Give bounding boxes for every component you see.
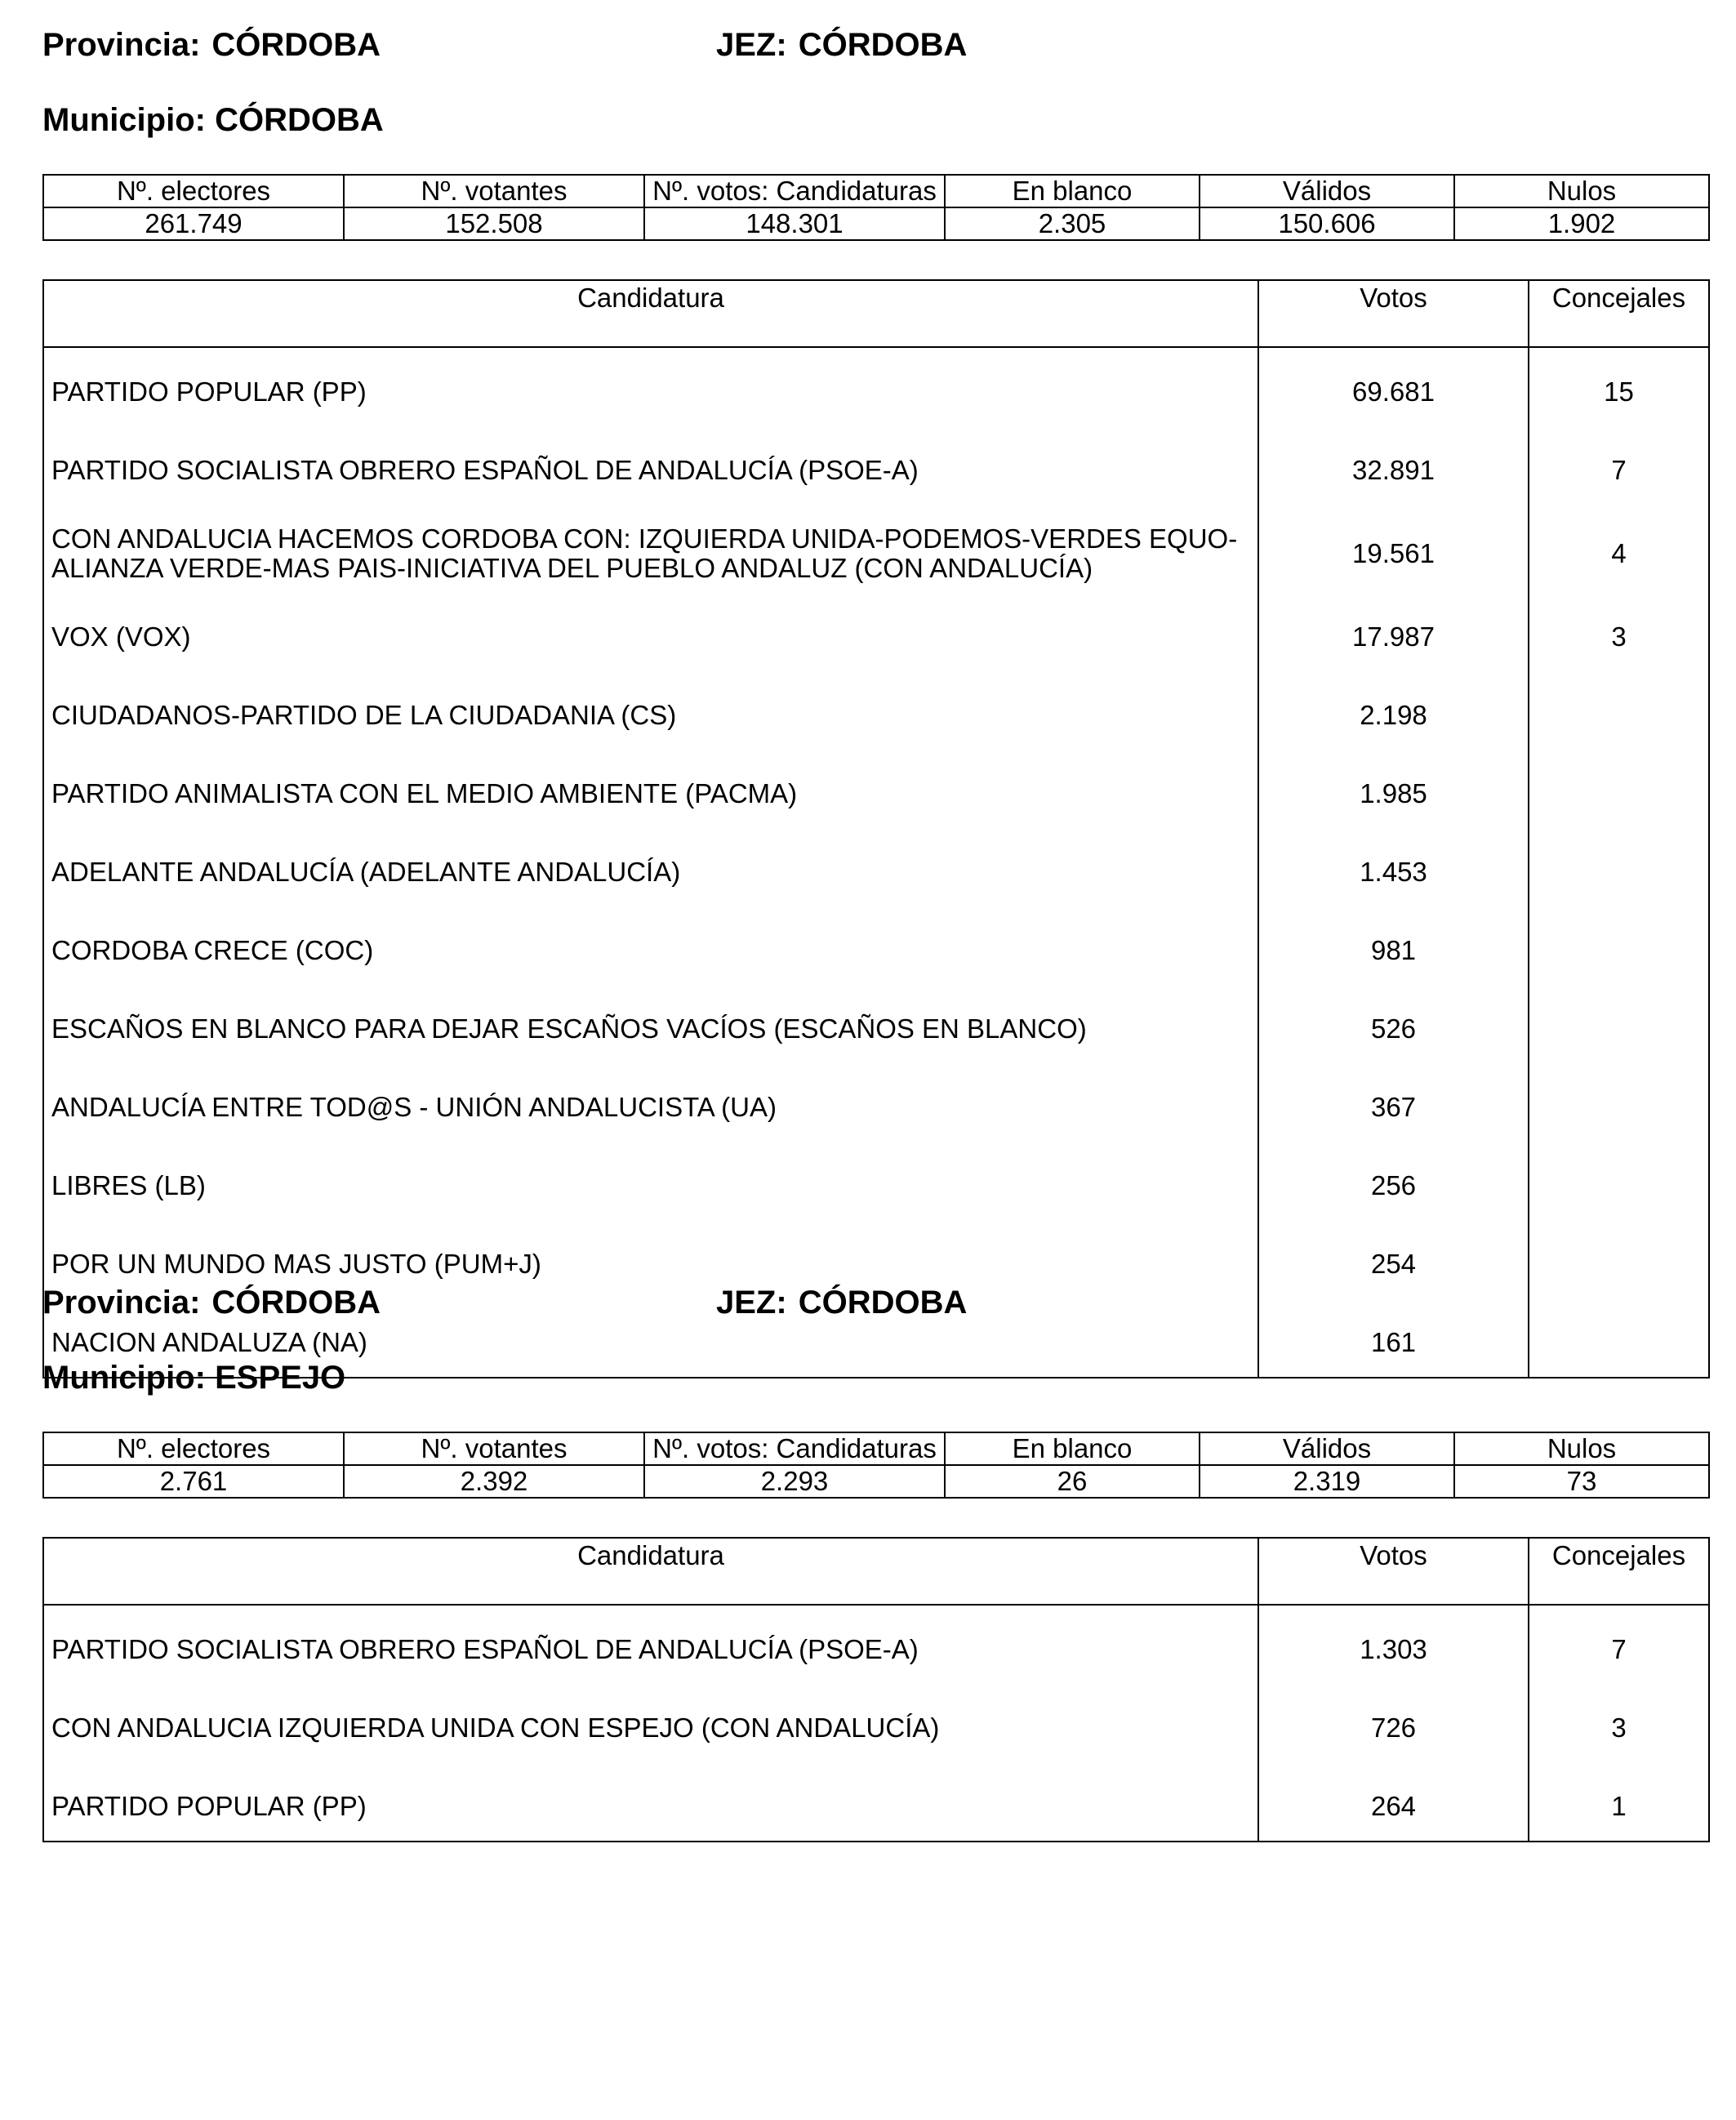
party-name: PARTIDO SOCIALISTA OBRERO ESPAÑOL DE ANDALUCÍA (PSOE-A) [43, 426, 1258, 505]
party-name: CORDOBA CRECE (COC) [43, 906, 1258, 985]
party-seats: 1 [1529, 1762, 1709, 1842]
summary-header-row [43, 175, 1709, 207]
table-row [43, 906, 1709, 985]
results-header-row [43, 280, 1709, 347]
party-votes: 1.985 [1258, 750, 1529, 828]
summary-value-cell: 2.761 [43, 1465, 344, 1498]
party-name: PARTIDO POPULAR (PP) [43, 347, 1258, 426]
provincia-header [42, 27, 381, 64]
results-table [42, 279, 1710, 1378]
summary-header-cell: Nulos [1454, 175, 1709, 207]
municipio-label: Municipio: [42, 102, 206, 138]
votos-header: Votos [1258, 280, 1529, 347]
party-name: ADELANTE ANDALUCÍA (ADELANTE ANDALUCÍA) [43, 828, 1258, 906]
party-votes: 161 [1258, 1298, 1529, 1378]
party-votes: 367 [1258, 1063, 1529, 1142]
table-row [43, 750, 1709, 828]
summary-header-cell: Nº. votos: Candidaturas [644, 1432, 945, 1465]
party-name: VOX (VOX) [43, 593, 1258, 671]
jez-header [716, 1285, 967, 1321]
jez-label: JEZ: [716, 1285, 787, 1321]
party-name: NACION ANDALUZA (NA) [43, 1298, 1258, 1378]
table-row [43, 1063, 1709, 1142]
party-seats [1529, 985, 1709, 1063]
votos-header: Votos [1258, 1538, 1529, 1605]
party-seats: 7 [1529, 426, 1709, 505]
party-votes: 32.891 [1258, 426, 1529, 505]
municipio-header [42, 1360, 345, 1396]
party-votes: 264 [1258, 1762, 1529, 1842]
party-name: PARTIDO SOCIALISTA OBRERO ESPAÑOL DE ANDALUCÍA (PSOE-A) [43, 1605, 1258, 1684]
party-name-line2: ALIANZA VERDE-MAS PAIS-INICIATIVA DEL PUEBLO ANDALUZ (CON ANDALUCÍA) [51, 553, 1093, 583]
party-name: ESCAÑOS EN BLANCO PARA DEJAR ESCAÑOS VACÍOS (ESCAÑOS EN BLANCO) [43, 985, 1258, 1063]
summary-value-cell: 26 [945, 1465, 1200, 1498]
party-name: LIBRES (LB) [43, 1142, 1258, 1220]
party-seats: 4 [1529, 505, 1709, 593]
party-name: POR UN MUNDO MAS JUSTO (PUM+J) [43, 1220, 1258, 1298]
party-votes: 2.198 [1258, 671, 1529, 750]
party-seats: 15 [1529, 347, 1709, 426]
concejales-header: Concejales [1529, 1538, 1709, 1605]
municipio-value: CÓRDOBA [215, 102, 384, 138]
summary-table [42, 174, 1710, 241]
summary-value-cell: 2.319 [1200, 1465, 1454, 1498]
summary-value-cell: 73 [1454, 1465, 1709, 1498]
summary-value-cell: 2.392 [344, 1465, 644, 1498]
party-votes: 254 [1258, 1220, 1529, 1298]
provincia-header [42, 1285, 381, 1321]
table-row [43, 1762, 1709, 1842]
municipio-label: Municipio: [42, 1360, 206, 1396]
summary-table [42, 1432, 1710, 1499]
table-row [43, 671, 1709, 750]
jez-value: CÓRDOBA [798, 1285, 968, 1321]
summary-value-cell: 152.508 [344, 207, 644, 240]
municipio-value: ESPEJO [215, 1360, 346, 1396]
party-seats [1529, 671, 1709, 750]
party-seats [1529, 750, 1709, 828]
provincia-label: Provincia: [42, 1285, 201, 1321]
summary-value-cell: 148.301 [644, 207, 945, 240]
party-name: ANDALUCÍA ENTRE TOD@S - UNIÓN ANDALUCISTA (UA) [43, 1063, 1258, 1142]
summary-value-cell: 261.749 [43, 207, 344, 240]
provincia-value: CÓRDOBA [211, 27, 381, 63]
party-votes: 726 [1258, 1684, 1529, 1762]
party-seats: 3 [1529, 1684, 1709, 1762]
summary-header-cell: Nº. votantes [344, 175, 644, 207]
summary-value-cell: 2.305 [945, 207, 1200, 240]
party-seats [1529, 1220, 1709, 1298]
party-name: PARTIDO POPULAR (PP) [43, 1762, 1258, 1842]
party-votes: 19.561 [1258, 505, 1529, 593]
table-row [43, 593, 1709, 671]
jez-header [716, 27, 967, 64]
table-row [43, 828, 1709, 906]
municipio-header [42, 102, 384, 139]
table-row [43, 1605, 1709, 1684]
party-name-line1: CON ANDALUCIA HACEMOS CORDOBA CON: IZQUIERDA UNIDA-PODEMOS-VERDES EQUO- [51, 523, 1238, 554]
table-row [43, 1684, 1709, 1762]
summary-header-cell: Nº. votos: Candidaturas [644, 175, 945, 207]
party-seats [1529, 1142, 1709, 1220]
summary-header-cell: Válidos [1200, 175, 1454, 207]
summary-value-cell: 1.902 [1454, 207, 1709, 240]
party-votes: 17.987 [1258, 593, 1529, 671]
party-votes: 256 [1258, 1142, 1529, 1220]
party-seats [1529, 1063, 1709, 1142]
party-seats: 3 [1529, 593, 1709, 671]
party-seats [1529, 906, 1709, 985]
results-header-row [43, 1538, 1709, 1605]
provincia-value: CÓRDOBA [211, 1285, 381, 1321]
summary-header-cell: Válidos [1200, 1432, 1454, 1465]
table-row [43, 426, 1709, 505]
summary-header-cell: En blanco [945, 175, 1200, 207]
summary-header-cell: Nº. electores [43, 175, 344, 207]
party-votes: 1.303 [1258, 1605, 1529, 1684]
summary-header-cell: Nº. votantes [344, 1432, 644, 1465]
summary-value-cell: 2.293 [644, 1465, 945, 1498]
results-table [42, 1537, 1710, 1842]
party-seats [1529, 828, 1709, 906]
party-name: PARTIDO ANIMALISTA CON EL MEDIO AMBIENTE (PACMA) [43, 750, 1258, 828]
party-votes: 981 [1258, 906, 1529, 985]
candidatura-header: Candidatura [43, 280, 1258, 347]
summary-header-cell: Nº. electores [43, 1432, 344, 1465]
summary-header-row [43, 1432, 1709, 1465]
summary-value-cell: 150.606 [1200, 207, 1454, 240]
party-votes: 69.681 [1258, 347, 1529, 426]
summary-header-cell: Nulos [1454, 1432, 1709, 1465]
table-row [43, 985, 1709, 1063]
summary-value-row [43, 1465, 1709, 1498]
concejales-header: Concejales [1529, 280, 1709, 347]
summary-header-cell: En blanco [945, 1432, 1200, 1465]
table-row [43, 347, 1709, 426]
party-votes: 526 [1258, 985, 1529, 1063]
table-row [43, 1142, 1709, 1220]
summary-value-row [43, 207, 1709, 240]
jez-label: JEZ: [716, 27, 787, 63]
party-name: CIUDADANOS-PARTIDO DE LA CIUDADANIA (CS) [43, 671, 1258, 750]
party-votes: 1.453 [1258, 828, 1529, 906]
table-row [43, 505, 1709, 593]
party-seats: 7 [1529, 1605, 1709, 1684]
jez-value: CÓRDOBA [798, 27, 968, 63]
party-seats [1529, 1298, 1709, 1378]
party-name: CON ANDALUCIA IZQUIERDA UNIDA CON ESPEJO (CON ANDALUCÍA) [43, 1684, 1258, 1762]
provincia-label: Provincia: [42, 27, 201, 63]
candidatura-header: Candidatura [43, 1538, 1258, 1605]
party-name [43, 505, 1258, 593]
